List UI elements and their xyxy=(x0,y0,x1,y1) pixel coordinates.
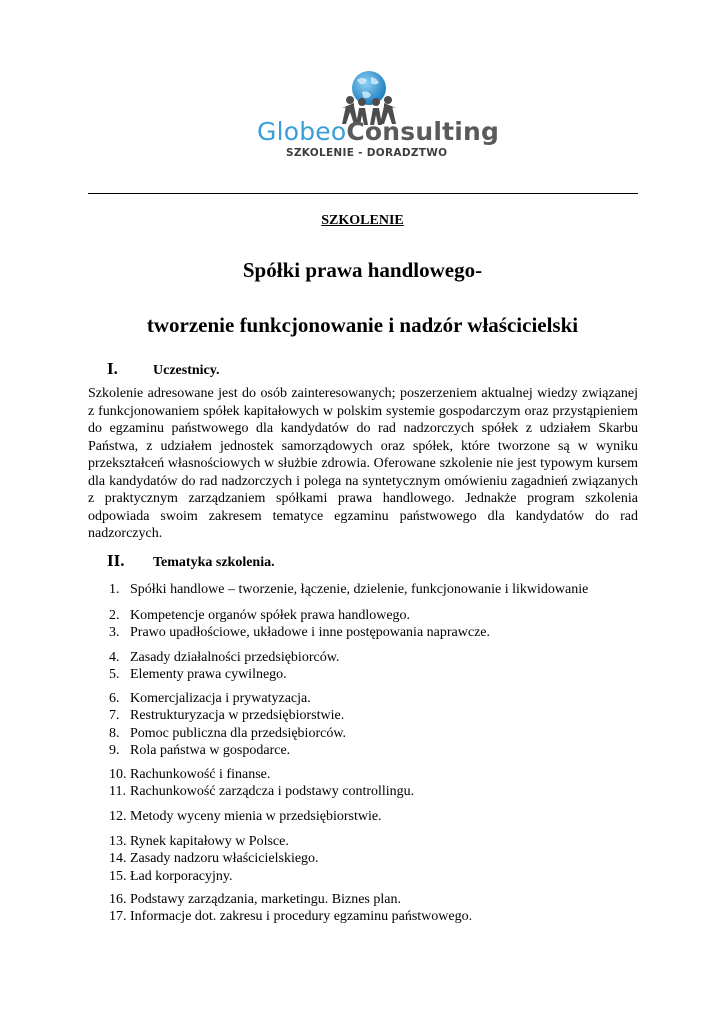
section-title: Tematyka szkolenia. xyxy=(153,555,275,570)
list-item: 3. Prawo upadłościowe, układowe i inne postępowania naprawcze. xyxy=(109,625,490,641)
logo-tagline: SZKOLENIE - DORADZTWO xyxy=(286,147,448,159)
logo-globeo-text: Globeo xyxy=(257,117,347,146)
document-label: SZKOLENIE xyxy=(321,213,404,228)
list-item: 9. Rola państwa w gospodarce. xyxy=(109,743,291,759)
list-item: 5. Elementy prawa cywilnego. xyxy=(109,667,287,683)
section-number: I. xyxy=(107,359,118,378)
participants-paragraph: Szkolenie adresowane jest do osób zainteresowanych; poszerzeniem aktualnej wiedzy związanej z funkcjonowaniem spółek kapitałowych w polskim systemie gospodarczym oraz przystąpieniem do egzaminu państwowego dla kandydatów do rad nadzorczych spółek z udziałem Skarbu Państwa, z udziałem jednostek samorządowych oraz spółek, które tworzone są w wyniku przekształceń własnościowych w służbie zdrowia. Oferowane szkolenie nie jest typowym kursem dla kandydatów do rad nadzorczych i polega na syntetycznym omówieniu zagadnień związanych z praktycznym zarządzaniem spółkami prawa handlowego. Jednakże program szkolenia odpowiada swoim zakresem tematyce egzaminu państwowego dla kandydatów do rad nadzorczych. xyxy=(88,386,638,541)
section-topics-heading xyxy=(107,551,275,571)
list-item: 4. Zasady działalności przedsiębiorców. xyxy=(109,650,340,665)
section-number: II. xyxy=(107,551,125,570)
list-item: 13. Rynek kapitałowy w Polsce. xyxy=(109,834,289,849)
topics-group-2 xyxy=(109,607,649,642)
list-item: 8. Pomoc publiczna dla przedsiębiorców. xyxy=(109,725,347,741)
topics-group-4 xyxy=(109,690,649,760)
list-item: 11. Rachunkowość zarządcza i podstawy controllingu. xyxy=(109,784,415,800)
document-title-line-1: Spółki prawa handlowego- xyxy=(242,258,483,282)
list-item: 2. Kompetencje organów spółek prawa handlowego. xyxy=(109,608,411,623)
list-item: 15. Ład korporacyjny. xyxy=(109,868,233,884)
list-item: 12. Metody wyceny mienia w przedsiębiorstwie. xyxy=(109,809,382,824)
list-item: 10. Rachunkowość i finanse. xyxy=(109,767,271,782)
logo-consulting-text: Consulting xyxy=(346,117,500,146)
list-item: 7. Restrukturyzacja w przedsiębiorstwie. xyxy=(109,708,345,724)
section-participants-heading xyxy=(107,359,219,379)
topics-group-1 xyxy=(109,581,649,598)
list-item: 14. Zasady nadzoru właścicielskiego. xyxy=(109,851,319,867)
topics-group-3 xyxy=(109,649,649,684)
topics-group-7 xyxy=(109,833,649,885)
header-divider xyxy=(88,193,638,194)
list-item: 6. Komercjalizacja i prywatyzacja. xyxy=(109,691,311,706)
logo-wordmark xyxy=(257,117,499,146)
document-title-line-2: tworzenie funkcjonowanie i nadzór właścicielski xyxy=(146,313,579,337)
section-title: Uczestnicy. xyxy=(153,363,220,378)
list-item: 16. Podstawy zarządzania, marketingu. Biznes plan. xyxy=(109,892,401,907)
topics-group-8 xyxy=(109,891,649,926)
topics-group-5 xyxy=(109,766,649,801)
list-item: 1. Spółki handlowe – tworzenie, łączenie, dzielenie, funkcjonowanie i likwidowanie xyxy=(109,582,589,597)
list-item: 17. Informacje dot. zakresu i procedury egzaminu państwowego. xyxy=(109,909,473,925)
topics-group-6 xyxy=(109,808,649,825)
